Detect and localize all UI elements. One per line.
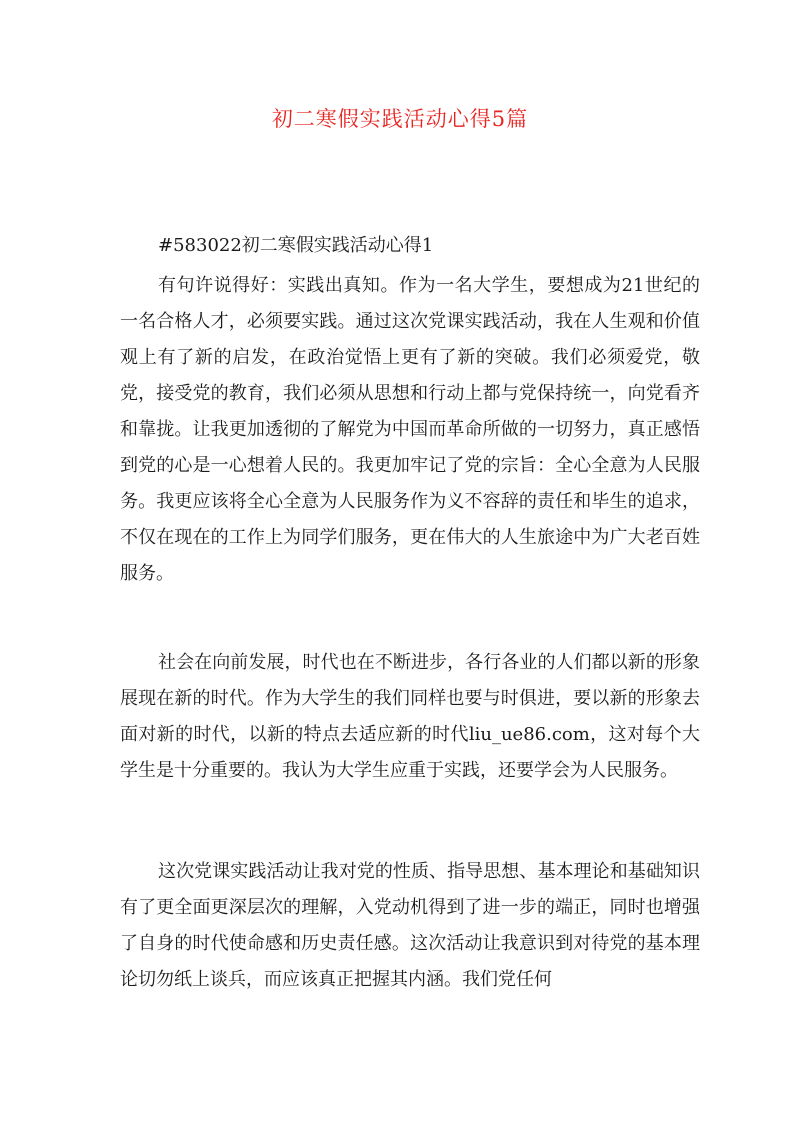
section-heading: #583022初二寒假实践活动心得1 (158, 235, 434, 256)
document-title: 初二寒假实践活动心得5篇 (271, 107, 529, 131)
paragraph-2: 社会在向前发展，时代也在不断进步，各行各业的人们都以新的形象展现在新的时代。作为大学生的我们同样也要与时俱进，要以新的形象去面对新的时代，以新的特点去适应新的时代liu_ue86.com，这对每个大学生是十分重要的。我认为大学生应重于实践，还要学会为人民服务。 (120, 652, 700, 781)
paragraph-3: 这次党课实践活动让我对党的性质、指导思想、基本理论和基础知识有了更全面更深层次的理解，入党动机得到了进一步的端正，同时也增强了自身的时代使命感和历史责任感。这次活动让我意识到对待党的基本理论切勿纸上谈兵，而应该真正把握其内涵。我们党任何 (120, 861, 700, 990)
paragraph-1: 有句许说得好：实践出真知。作为一名大学生，要想成为21世纪的一名合格人才，必须要实践。通过这次党课实践活动，我在人生观和价值观上有了新的启发，在政治觉悟上更有了新的突破。我们必须爱党，敬党，接受党的教育，我们必须从思想和行动上都与党保持统一，向党看齐和靠拢。让我更加透彻的了解党为中国而革命所做的一切努力，真正感悟到党的心是一心想着人民的。我更加牢记了党的宗旨：全心全意为人民服务。我更应该将全心全意为人民服务作为义不容辞的责任和毕生的追求，不仅在现在的工作上为同学们服务，更在伟大的人生旅途中为广大老百姓服务。 (120, 275, 700, 584)
